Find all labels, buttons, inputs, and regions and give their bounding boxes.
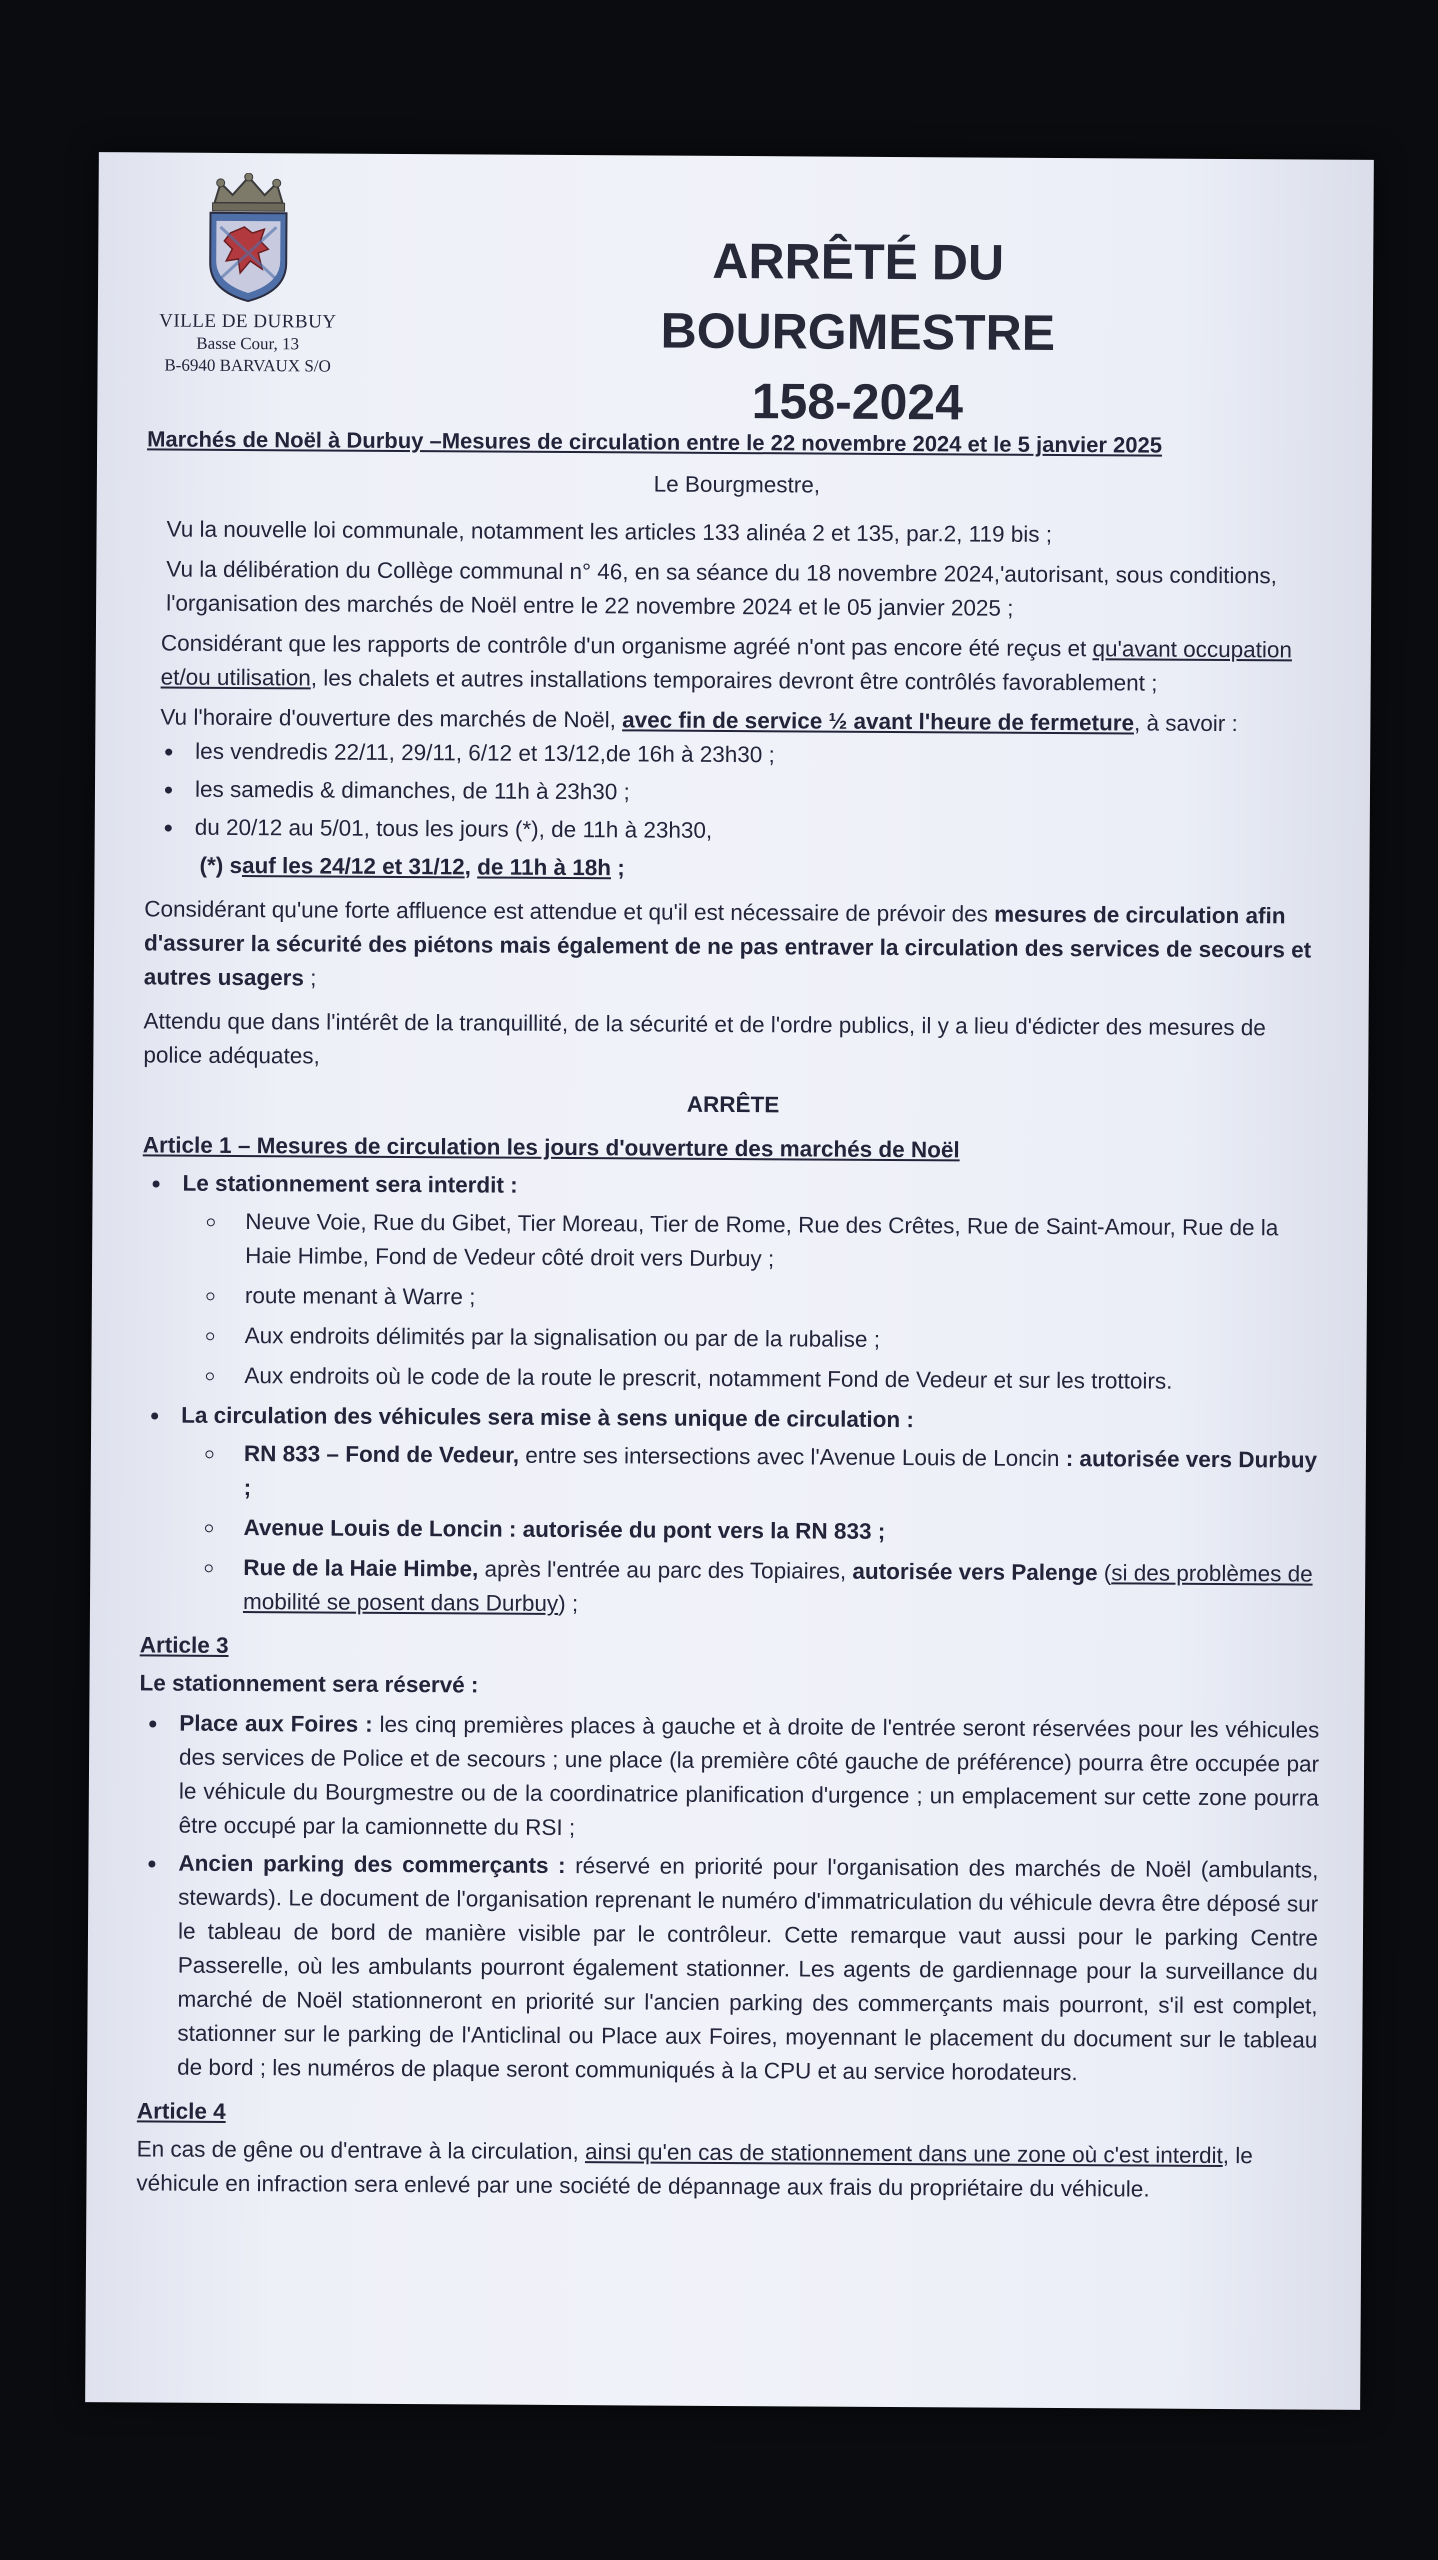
document-sheet	[85, 152, 1374, 2410]
paragraph-attendu: Attendu que dans l'intérêt de la tranquillité, de la sécurité et de l'ordre publics, il y a lieu d'édicter des mesures de police adéquates,	[143, 1008, 1266, 1069]
document-title	[527, 225, 1188, 439]
address-line-1: Basse Cour, 13	[196, 333, 300, 354]
horaire-exception	[199, 849, 1324, 890]
article-4-text	[136, 2132, 1316, 2207]
considerant2-bold: mesures de circulation afin d'assurer la sécurité des piétons mais également de ne pas entraver la circulation des services de secours et autres usagers	[143, 901, 1312, 991]
title-line-2: 158-2024	[751, 373, 964, 431]
circ3-road: Rue de la Haie Himbe,	[243, 1555, 479, 1582]
article4-text-after: , le véhicule en infraction sera enlevé par une société de dépannage aux frais du propriétaire du véhicule.	[136, 2143, 1253, 2202]
horaire-end: , à savoir :	[1133, 710, 1238, 737]
document-body	[136, 422, 1327, 2213]
list-item	[169, 1707, 1320, 1850]
ancien-parking-text: réservé en priorité pour l'organisation des marchés de Noël (ambulants, stewards). Le document de l'organisation reprenant le numéro d'immatriculation du véhicule devra être déposé sur le tableau de bord de manière visible par le contrôleur. Cette remarque vaut aussi pour le parking Centre Passerelle, où les ambulants pourront également stationner. Les agents de gardiennage pour la surveillance du marché de Noël stationneront en priorité sur l'ancien parking des commerçants mais pourront, s'il est complet, stationner sur le parking de l'Anticlinal ou Place aux Foires, moyennant le placement du document sur le tableau de bord ; les numéros de plaque seront communiqués à la CPU et au service horodateurs.	[177, 1853, 1319, 2086]
article-3-title: Article 3	[139, 1632, 229, 1658]
circ1-road: RN 833 – Fond de Vedeur,	[243, 1441, 520, 1468]
exception-prefix: (*) s	[199, 852, 243, 879]
list-item	[167, 1847, 1318, 2092]
list-item: • du 20/12 au 5/01, tous les jours (*), de 11h à 23h30,	[185, 811, 1325, 852]
list-item: ◦ Neuve Voie, Rue du Gibet, Tier Moreau, Tier de Rome, Rue des Crêtes, Rue de Saint-Amour, Rue de la Haie Himbe, Fond de Vedeur côté droit vers Durbuy ;	[227, 1205, 1322, 1280]
considerant1-end: , les chalets et autres installations temporaires devront être contrôlés favorablement ;	[310, 665, 1158, 696]
article-3-intro: Le stationnement sera réservé :	[139, 1670, 479, 1698]
circ3-direction: autorisée vers Palenge	[852, 1558, 1098, 1586]
place-aux-foires-text: les cinq premières places à gauche et à droite de l'entrée seront réservées pour les véhicules des services de Police et de secours ; une place (la première côté gauche de préférence) pourra être occupée par le véhicule du Bourgmestre ou de la coordinatrice planification d'urgence ; un emplacement sur cette zone pourra être occupé par la camionnette du RSI ;	[178, 1711, 1320, 1841]
considerant2-end: ;	[303, 965, 317, 991]
article-1-title: Article 1 – Mesures de circulation les jours d'ouverture des marchés de Noël	[142, 1132, 960, 1163]
considerant2-text: Considérant qu'une forte affluence est attendue et qu'il est nécessaire de prévoir des	[144, 896, 995, 927]
horaire-list	[145, 734, 1326, 851]
article4-underlined: ainsi qu'en cas de stationnement dans une zone où c'est interdit	[584, 2139, 1223, 2169]
city-name: VILLE DE DURBUY	[159, 310, 337, 333]
list-item	[225, 1511, 1320, 1552]
address-line-2: B-6940 BARVAUX S/O	[164, 355, 331, 376]
municipal-logo	[138, 172, 359, 377]
paragraph-considerant-affluence	[144, 892, 1325, 1001]
horaire-emphasis: avec fin de service ½ avant l'heure de fermeture	[622, 707, 1135, 736]
article-3-list	[137, 1706, 1319, 2091]
list-item: ◦ Aux endroits délimités par la signalisation ou par de la rubalise ;	[227, 1319, 1322, 1360]
list-item: ◦ route menant à Warre ;	[227, 1279, 1322, 1320]
list-item	[170, 1399, 1321, 1626]
arrete-heading: ARRÊTE	[686, 1091, 780, 1118]
exception-end: ;	[610, 855, 625, 881]
exception-hours: de 11h à 18h	[477, 854, 612, 881]
salutation: Le Bourgmestre,	[653, 471, 821, 498]
paragraph-vu-loi: Vu la nouvelle loi communale, notamment les articles 133 alinéa 2 et 135, par.2, 119 bis ;	[166, 516, 1053, 547]
list-item: • les vendredis 22/11, 29/11, 6/12 et 13/12,de 16h à 23h30 ;	[185, 735, 1325, 776]
stationnement-interdit-list	[181, 1205, 1322, 1400]
coat-of-arms-icon	[200, 173, 297, 304]
list-item	[171, 1167, 1322, 1400]
list-item	[225, 1551, 1320, 1626]
stationnement-interdit-title: Le stationnement sera interdit :	[182, 1170, 518, 1198]
ancien-parking-label: Ancien parking des commerçants :	[178, 1850, 566, 1879]
list-item	[226, 1437, 1321, 1512]
article4-text-before: En cas de gêne ou d'entrave à la circulation,	[136, 2136, 586, 2165]
place-aux-foires-label: Place aux Foires :	[179, 1710, 373, 1737]
circulation-list	[180, 1437, 1321, 1626]
list-item: • les samedis & dimanches, de 11h à 23h30 ;	[185, 773, 1325, 814]
circ3-paren: (	[1097, 1560, 1112, 1586]
subject-line: Marchés de Noël à Durbuy –Mesures de circulation entre le 22 novembre 2024 et le 5 janvier 2025	[147, 426, 1163, 458]
circ3-end: ) ;	[558, 1590, 579, 1617]
exception-mid: ,	[464, 854, 478, 880]
circ3-condition: si des problèmes de mobilité se posent dans Durbuy	[242, 1560, 1313, 1616]
considerant1-underlined: qu'avant occupation et/ou utilisation	[160, 636, 1293, 691]
circ2-road: Avenue Louis de Loncin : autorisée du pont vers la RN 833 ;	[243, 1515, 886, 1544]
paragraph-considerant-controle	[161, 627, 1326, 702]
list-item: ◦ Aux endroits où le code de la route le prescrit, notamment Fond de Vedeur et sur les trottoirs.	[226, 1359, 1321, 1400]
exception-dates: auf les 24/12 et 31/12	[241, 853, 465, 880]
circ3-text: après l'entrée au parc des Topiaires,	[478, 1556, 853, 1584]
circulation-title: La circulation des véhicules sera mise à sens unique de circulation :	[181, 1402, 915, 1433]
paragraph-vu-deliberation: Vu la délibération du Collège communal n° 46, en sa séance du 18 novembre 2024,'autorisant, sous conditions, l'organisation des marchés de Noël entre le 22 novembre 2024 et le 05 janvier 2025 ;	[166, 556, 1278, 621]
circ1-direction: : autorisée vers Durbuy ;	[243, 1446, 1318, 1501]
considerant1-text: Considérant que les rapports de contrôle d'un organisme agréé n'ont pas encore été reçus et	[160, 630, 1093, 662]
article-4-title: Article 4	[136, 2098, 226, 2124]
title-line-1: ARRÊTÉ DU BOURGMESTRE	[660, 232, 1056, 361]
article-1-list	[140, 1166, 1323, 1625]
circ1-text: entre ses intersections avec l'Avenue Louis de Loncin	[518, 1442, 1066, 1472]
horaire-text: Vu l'horaire d'ouverture des marchés de Noël,	[160, 704, 623, 733]
